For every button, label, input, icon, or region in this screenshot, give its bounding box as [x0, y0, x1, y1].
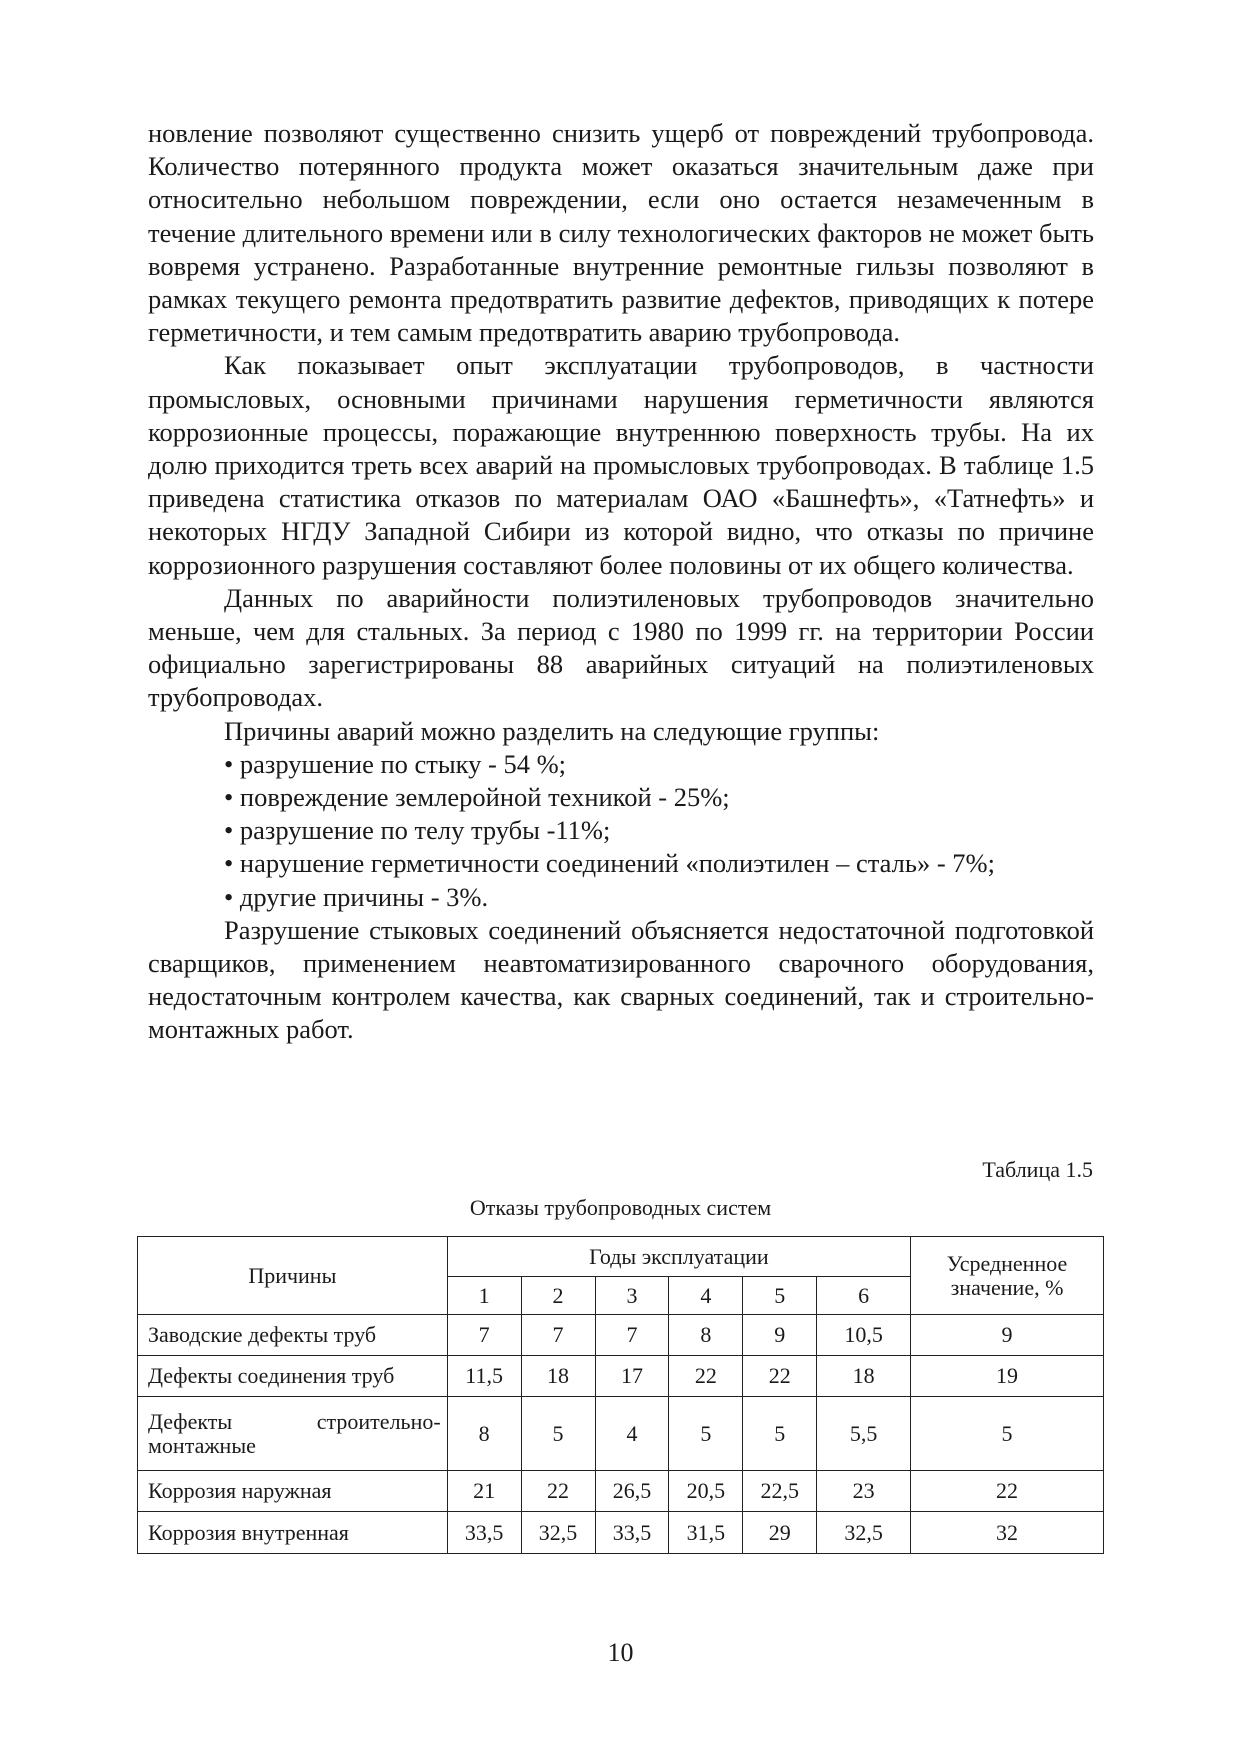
reason-line-1	[148, 1410, 441, 1434]
cell-value: 18	[817, 1356, 911, 1397]
cell-value: 22,5	[743, 1471, 817, 1512]
list-item: • повреждение землеройной техникой - 25%;	[148, 781, 1094, 814]
table-row	[138, 1315, 1104, 1356]
cell-value: 5	[669, 1397, 743, 1471]
header-year: 5	[743, 1277, 817, 1315]
cell-value: 22	[743, 1356, 817, 1397]
header-year: 2	[521, 1277, 595, 1315]
failure-causes-list	[148, 748, 1094, 914]
cell-value: 7	[595, 1315, 669, 1356]
cell-value: 29	[743, 1512, 817, 1554]
reason-word: строительно-	[316, 1408, 441, 1434]
header-year: 6	[817, 1277, 911, 1315]
table-label: Таблица 1.5	[982, 1157, 1093, 1182]
cell-value: 5	[521, 1397, 595, 1471]
cell-value: 7	[521, 1315, 595, 1356]
header-reasons: Причины	[138, 1237, 448, 1315]
cell-value: 31,5	[669, 1512, 743, 1554]
cell-value: 4	[595, 1397, 669, 1471]
table-title: Отказы трубопроводных систем	[469, 1195, 772, 1220]
cell-value: 18	[521, 1356, 595, 1397]
cell-average: 9	[911, 1315, 1104, 1356]
cell-value: 21	[447, 1471, 521, 1512]
cell-value: 10,5	[817, 1315, 911, 1356]
table-row	[138, 1512, 1104, 1554]
cell-value: 22	[669, 1356, 743, 1397]
header-year: 3	[595, 1277, 669, 1315]
cell-value: 26,5	[595, 1471, 669, 1512]
cell-value: 9	[743, 1315, 817, 1356]
row-reason	[138, 1397, 448, 1471]
cell-value: 11,5	[447, 1356, 521, 1397]
page-number: 10	[607, 1638, 634, 1667]
row-reason: Дефекты соединения труб	[138, 1356, 448, 1397]
cell-value: 8	[669, 1315, 743, 1356]
cell-average: 32	[911, 1512, 1104, 1554]
cell-value: 5,5	[817, 1397, 911, 1471]
list-item: • нарушение герметичности соединений «полиэтилен – сталь» - 7%;	[148, 847, 1094, 880]
paragraph-5: Разрушение стыковых соединений объясняется недостаточной подготовкой сварщиков, применением неавтоматизированного сварочного оборудования, недостаточным контролем качества, как сварных соединений, так и строительно-монтажных работ.	[148, 914, 1094, 1045]
row-reason: Коррозия наружная	[138, 1471, 448, 1512]
header-year: 4	[669, 1277, 743, 1315]
cell-value: 7	[447, 1315, 521, 1356]
cell-value: 20,5	[669, 1471, 743, 1512]
table-row	[138, 1356, 1104, 1397]
row-reason: Заводские дефекты труб	[138, 1315, 448, 1356]
paragraph-4: Причины аварий можно разделить на следующие группы:	[224, 715, 880, 746]
paragraph-1: новление позволяют существенно снизить ущерб от повреждений трубопровода. Количество потерянного продукта может оказаться значительным даже при относительно небольшом повреждении, если оно остается незамеченным в течение длительного времени или в силу технологических факторов не может быть вовремя устранено. Разработанные внутренние ремонтные гильзы позволяют в рамках текущего ремонта предотвратить развитие дефектов, приводящих к потере герметичности, и тем самым предотвратить аварию трубопровода.	[148, 118, 1094, 348]
cell-value: 23	[817, 1471, 911, 1512]
header-year: 1	[447, 1277, 521, 1315]
cell-average: 19	[911, 1356, 1104, 1397]
cell-value: 32,5	[521, 1512, 595, 1554]
cell-value: 32,5	[817, 1512, 911, 1554]
cell-value: 17	[595, 1356, 669, 1397]
row-reason: Коррозия внутренная	[138, 1512, 448, 1554]
cell-value: 22	[521, 1471, 595, 1512]
header-average: Усредненное значение, %	[911, 1237, 1104, 1315]
failures-table	[137, 1236, 1104, 1554]
cell-value: 33,5	[447, 1512, 521, 1554]
paragraph-2: Как показывает опыт эксплуатации трубопроводов, в частности промысловых, основными причинами нарушения герметичности являются коррозионные процессы, поражающие внутреннюю поверхность трубы. На их долю приходится треть всех аварий на промысловых трубопроводах. В таблице 1.5 приведена статистика отказов по материалам ОАО «Башнефть», «Татнефть» и некоторых НГДУ Западной Сибири из которой видно, что отказы по причине коррозионного разрушения составляют более половины от их общего количества.	[148, 350, 1094, 580]
reason-line-2: монтажные	[148, 1432, 256, 1458]
body-text	[148, 117, 1094, 1047]
cell-average: 5	[911, 1397, 1104, 1471]
cell-value: 33,5	[595, 1512, 669, 1554]
reason-word: Дефекты	[148, 1408, 233, 1434]
list-item: • разрушение по стыку - 54 %;	[148, 748, 1094, 781]
table-row	[138, 1471, 1104, 1512]
list-item: • разрушение по телу трубы -11%;	[148, 814, 1094, 847]
table-row	[138, 1397, 1104, 1471]
paragraph-3: Данных по аварийности полиэтиленовых трубопроводов значительно меньше, чем для стальных. За период с 1980 по 1999 гг. на территории России официально зарегистрированы 88 аварийных ситуаций на полиэтиленовых трубопроводах.	[148, 582, 1094, 713]
list-item: • другие причины - 3%.	[148, 881, 1094, 914]
header-years: Годы эксплуатации	[447, 1237, 910, 1277]
cell-value: 8	[447, 1397, 521, 1471]
cell-value: 5	[743, 1397, 817, 1471]
cell-average: 22	[911, 1471, 1104, 1512]
